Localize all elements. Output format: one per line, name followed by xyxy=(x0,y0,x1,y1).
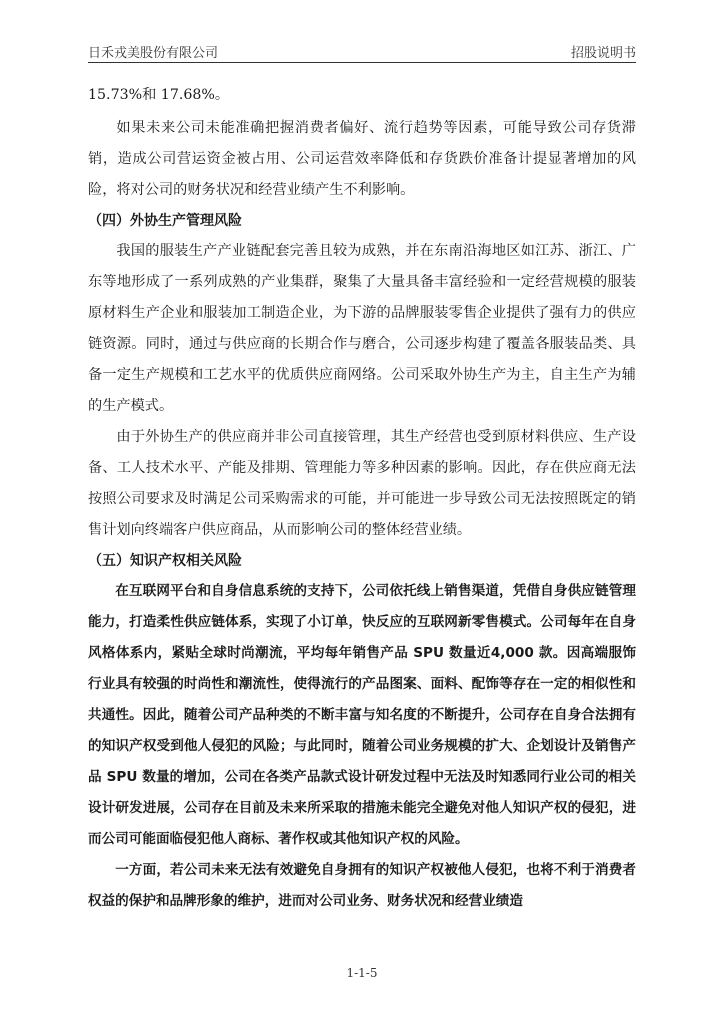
header-company-name: 日禾戎美股份有限公司 xyxy=(88,46,219,61)
ip-risk-block xyxy=(88,576,636,917)
page-header xyxy=(88,40,636,63)
paragraph-outsourcing-overview: 我国的服装生产产业链配套完善且较为成熟，并在东南沿海地区如江苏、浙江、广东等地形成了一系列成熟的产业集群，聚集了大量具备丰富经验和一定经营规模的服装原材料生产企业和服装加工制造企业，为下游的品牌服装零售企业提供了强有力的供应链资源。同时，通过与供应商的长期合作与磨合，公司逐步构建了覆盖各服装品类、具备一定生产规模和工艺水平的优质供应商网络。公司采取外协生产为主，自主生产为辅的生产模式。 xyxy=(88,243,636,414)
paragraph-inventory-risk: 如果未来公司未能准确把握消费者偏好、流行趋势等因素，可能导致公司存货滞销，造成公司营运资金被占用、公司运营效率降低和存货跌价准备计提显著增加的风险，将对公司的财务状况和经营业绩产生不利影响。 xyxy=(88,120,636,198)
page-number: 1-1-5 xyxy=(346,966,378,980)
document-body xyxy=(88,80,636,917)
section-heading-ip: （五）知识产权相关风险 xyxy=(88,553,242,569)
paragraph-ip-risk: 在互联网平台和自身信息系统的支持下，公司依托线上销售渠道，凭借自身供应链管理能力，打造柔性供应链体系，实现了小订单，快反应的互联网新零售模式。公司每年在自身风格体系内，紧贴全球时尚潮流，平均每年销售产品 SPU 数量近4,000 款。因高端服饰行业具有较强的时尚性和潮流性，使得流行的产品图案、面料、配饰等存在一定的相似性和共通性。因此，随着公司产品种类的不断丰富与知名度的不断提升，公司存在自身合法拥有的知识产权受到他人侵犯的风险；与此同时，随着公司业务规模的扩大、企划设计及销售产品 SPU 数量的增加，公司在各类产品款式设计研发过程中无法及时知悉同行业公司的相关设计研发进展，公司存在目前及未来所采取的措施未能完全避免对他人知识产权的侵犯，进而公司可能面临侵犯他人商标、著作权或其他知识产权的风险。 xyxy=(88,583,636,847)
header-document-type: 招股说明书 xyxy=(570,46,636,61)
paragraph-ip-consequence: 一方面，若公司未来无法有效避免自身拥有的知识产权被他人侵犯，也将不利于消费者权益的保护和品牌形象的维护，进而对公司业务、财务状况和经营业绩造 xyxy=(88,862,636,909)
section-heading-outsourcing: （四）外协生产管理风险 xyxy=(88,213,242,229)
paragraph-outsourcing-risk: 由于外协生产的供应商并非公司直接管理，其生产经营也受到原材料供应、生产设备、工人技术水平、产能及排期、管理能力等多种因素的影响。因此，存在供应商无法按照公司要求及时满足公司采购需求的可能，并可能进一步导致公司无法按照既定的销售计划向终端客户供应商品，从而影响公司的整体经营业绩。 xyxy=(88,429,636,538)
paragraph-continuation: 15.73%和 17.68%。 xyxy=(88,87,230,103)
